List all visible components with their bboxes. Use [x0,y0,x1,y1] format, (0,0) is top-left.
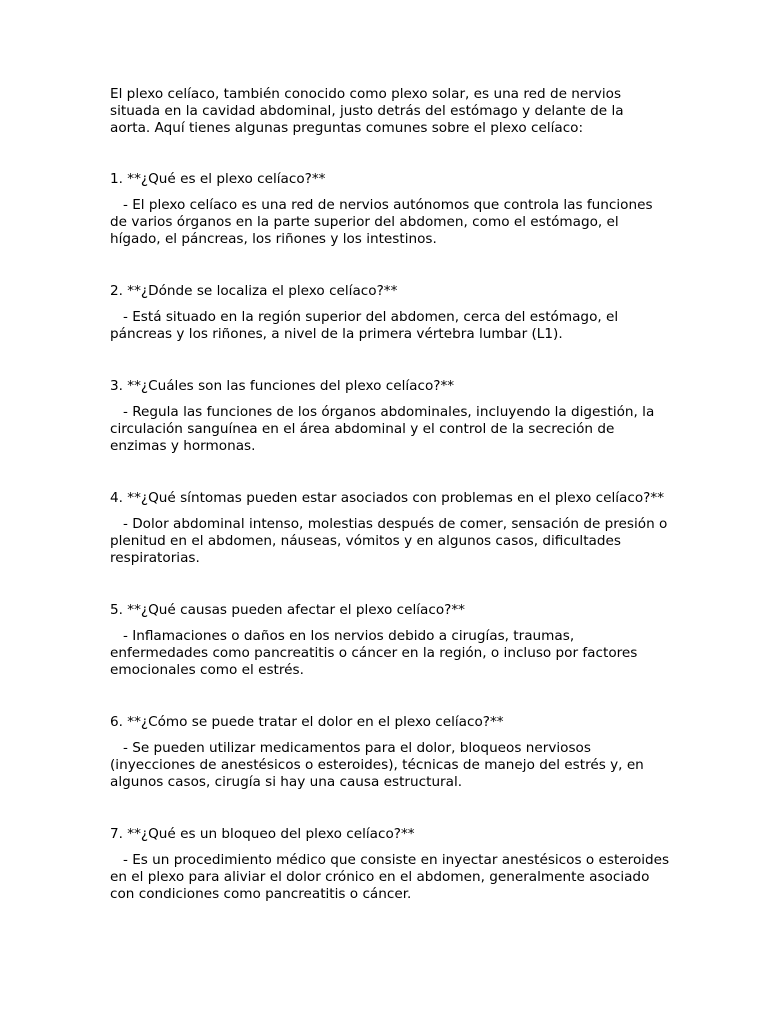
question-6: 6. **¿Cómo se puede tratar el dolor en el plexo celíaco?** [110,714,504,730]
answer-4: - Dolor abdominal intenso, molestias después de comer, sensación de presión o plenitud en el abdomen, náuseas, vómitos y en algunos casos, dificultades respiratorias. [110,516,672,566]
qa-item-4 [110,490,670,567]
qa-item-3 [110,378,670,455]
question-2: 2. **¿Dónde se localiza el plexo celíaco?** [110,283,398,299]
answer-6: - Se pueden utilizar medicamentos para el dolor, bloqueos nerviosos (inyecciones de anestésicos o esteroides), técnicas de manejo del estrés y, en algunos casos, cirugía si hay una causa estructural. [110,740,649,790]
qa-item-1 [110,171,670,248]
qa-item-5 [110,602,670,679]
qa-item-6 [110,714,670,791]
answer-2: - Está situado en la región superior del abdomen, cerca del estómago, el páncreas y los riñones, a nivel de la primera vértebra lumbar (L1). [110,309,623,342]
intro-paragraph: El plexo celíaco, también conocido como plexo solar, es una red de nervios situada en la cavidad abdominal, justo detrás del estómago y delante de la aorta. Aquí tienes algunas preguntas comunes sobre el plexo celíaco: [110,86,624,136]
question-4: 4. **¿Qué síntomas pueden estar asociados con problemas en el plexo celíaco?** [110,490,664,506]
answer-3: - Regula las funciones de los órganos abdominales, incluyendo la digestión, la circulación sanguínea en el área abdominal y el control de la secreción de enzimas y hormonas. [110,404,659,454]
question-7: 7. **¿Qué es un bloqueo del plexo celíaco?** [110,826,415,842]
qa-item-7 [110,826,674,903]
question-3: 3. **¿Cuáles son las funciones del plexo celíaco?** [110,378,455,394]
question-5: 5. **¿Qué causas pueden afectar el plexo celíaco?** [110,602,465,618]
answer-5: - Inflamaciones o daños en los nervios debido a cirugías, traumas, enfermedades como pancreatitis o cáncer en la región, o incluso por factores emocionales como el estrés. [110,628,642,678]
document-page [110,86,674,938]
answer-1: - El plexo celíaco es una red de nervios autónomos que controla las funciones de varios órganos en la parte superior del abdomen, como el estómago, el hígado, el páncreas, los riñones y los intestinos. [110,197,657,247]
answer-7: - Es un procedimiento médico que consiste en inyectar anestésicos o esteroides en el plexo para aliviar el dolor crónico en el abdomen, generalmente asociado con condiciones como pancreatitis o cáncer. [110,852,674,902]
question-1: 1. **¿Qué es el plexo celíaco?** [110,171,326,187]
qa-item-2 [110,283,670,343]
